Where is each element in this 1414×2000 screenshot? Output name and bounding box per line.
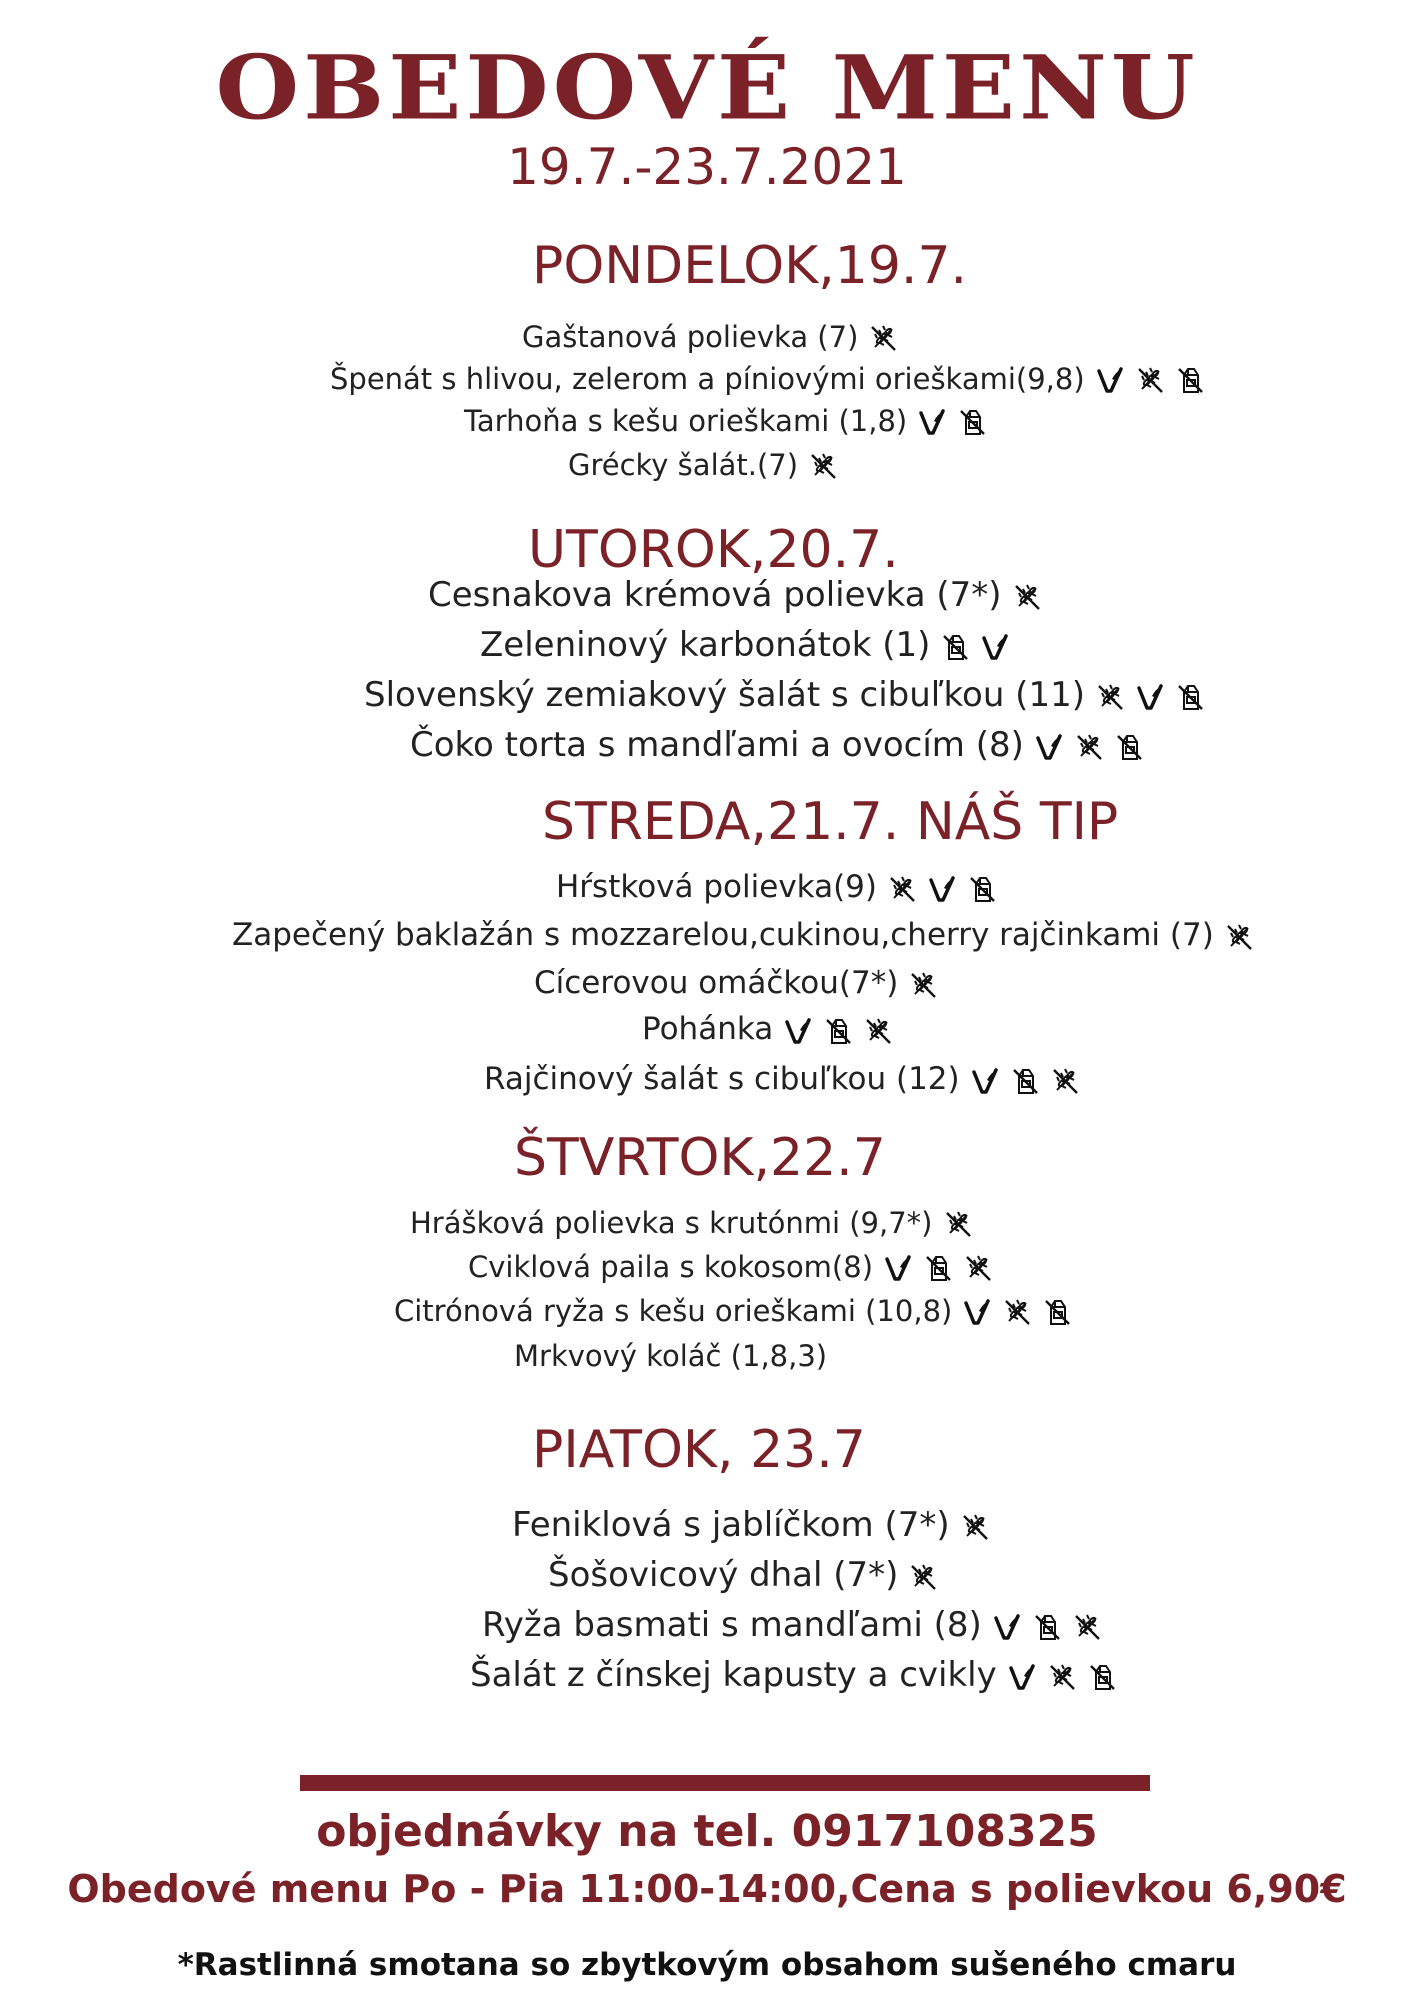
lactose-free-icon bbox=[940, 632, 970, 662]
date-range: 19.7.-23.7.2021 bbox=[507, 138, 907, 196]
menu-item-text: Cviklová paila s kokosom(8) bbox=[468, 1250, 874, 1284]
menu-item-text: Zapečený baklažán s mozzarelou,cukinou,cherry rajčinkami (7) bbox=[232, 917, 1214, 954]
menu-item bbox=[484, 1061, 1080, 1098]
vegan-icon bbox=[962, 1297, 992, 1327]
menu-item-text: Šalát z čínskej kapusty a cvikly bbox=[470, 1655, 997, 1695]
gluten-free-icon bbox=[1050, 1066, 1080, 1096]
lactose-free-icon bbox=[957, 407, 987, 437]
lactose-free-icon bbox=[1175, 365, 1205, 395]
menu-item-text: Tarhoňa s kešu orieškami (1,8) bbox=[464, 404, 908, 438]
menu-item bbox=[548, 1555, 938, 1595]
menu-item bbox=[534, 965, 938, 1002]
divider bbox=[300, 1775, 1150, 1791]
vegan-icon bbox=[1034, 732, 1064, 762]
menu-item-text: Slovenský zemiakový šalát s cibuľkou (11) bbox=[364, 675, 1085, 715]
gluten-free-icon bbox=[960, 1512, 990, 1542]
order-phone: objednávky na tel. 0917108325 bbox=[316, 1806, 1098, 1857]
day-heading-tuesday: UTOROK,20.7. bbox=[528, 520, 899, 580]
gluten-free-icon bbox=[863, 1016, 893, 1046]
menu-item-text: Zeleninový karbonátok (1) bbox=[480, 625, 931, 665]
gluten-free-icon bbox=[908, 1562, 938, 1592]
day-heading-wednesday: STREDA,21.7. NÁŠ TIP bbox=[542, 792, 1119, 852]
menu-item-text: Feniklová s jablíčkom (7*) bbox=[512, 1505, 950, 1545]
gluten-free-icon bbox=[1135, 365, 1165, 395]
menu-item-text: Grécky šalát.(7) bbox=[568, 448, 799, 482]
menu-item-text: Čoko torta s mandľami a ovocím (8) bbox=[410, 725, 1024, 765]
gluten-free-icon bbox=[887, 874, 917, 904]
menu-item bbox=[410, 1208, 973, 1239]
menu-title: OBEDOVÉ MENU bbox=[215, 35, 1199, 140]
lactose-free-icon bbox=[1042, 1297, 1072, 1327]
vegan-icon bbox=[980, 632, 1010, 662]
menu-item bbox=[568, 450, 838, 481]
menu-item bbox=[480, 625, 1010, 665]
lactose-free-icon bbox=[1010, 1066, 1040, 1096]
gluten-free-icon bbox=[1224, 922, 1254, 952]
menu-item bbox=[232, 917, 1254, 954]
day-heading-monday: PONDELOK,19.7. bbox=[532, 236, 968, 296]
day-heading-friday: PIATOK, 23.7 bbox=[532, 1420, 866, 1480]
day-heading-thursday: ŠTVRTOK,22.7 bbox=[514, 1128, 886, 1188]
menu-item bbox=[468, 1252, 993, 1283]
gluten-free-icon bbox=[1002, 1297, 1032, 1327]
menu-item bbox=[522, 322, 898, 353]
gluten-free-icon bbox=[943, 1209, 973, 1239]
menu-item bbox=[470, 1655, 1117, 1695]
menu-item bbox=[410, 725, 1144, 765]
lactose-free-icon bbox=[923, 1253, 953, 1283]
vegan-icon bbox=[783, 1016, 813, 1046]
gluten-free-icon bbox=[808, 451, 838, 481]
menu-item-text: Cesnakova krémová polievka (7*) bbox=[428, 575, 1002, 615]
vegan-icon bbox=[1007, 1662, 1037, 1692]
menu-item bbox=[464, 406, 987, 437]
menu-item-text: Šošovicový dhal (7*) bbox=[548, 1555, 899, 1595]
vegan-icon bbox=[1095, 365, 1125, 395]
menu-item bbox=[364, 675, 1205, 715]
footnote: *Rastlinná smotana so zbytkovým obsahom sušeného cmaru bbox=[177, 1947, 1237, 1983]
menu-item-text: Mrkvový koláč (1,8,3) bbox=[514, 1339, 828, 1373]
vegan-icon bbox=[883, 1253, 913, 1283]
vegan-icon bbox=[917, 407, 947, 437]
gluten-free-icon bbox=[908, 970, 938, 1000]
menu-item bbox=[330, 364, 1205, 395]
lactose-free-icon bbox=[823, 1016, 853, 1046]
lactose-free-icon bbox=[1032, 1612, 1062, 1642]
lactose-free-icon bbox=[967, 874, 997, 904]
opening-hours-price: Obedové menu Po - Pia 11:00-14:00,Cena s polievkou 6,90€ bbox=[67, 1867, 1347, 1911]
gluten-free-icon bbox=[1012, 582, 1042, 612]
vegan-icon bbox=[1135, 682, 1165, 712]
gluten-free-icon bbox=[1074, 732, 1104, 762]
menu-item bbox=[556, 869, 997, 906]
gluten-free-icon bbox=[868, 323, 898, 353]
vegan-icon bbox=[927, 874, 957, 904]
menu-item bbox=[482, 1605, 1102, 1645]
menu-item-text: Rajčinový šalát s cibuľkou (12) bbox=[484, 1061, 960, 1098]
menu-item bbox=[512, 1505, 990, 1545]
menu-item bbox=[394, 1296, 1072, 1327]
vegan-icon bbox=[992, 1612, 1022, 1642]
gluten-free-icon bbox=[963, 1253, 993, 1283]
menu-item-text: Hrášková polievka s krutónmi (9,7*) bbox=[410, 1206, 933, 1240]
lactose-free-icon bbox=[1114, 732, 1144, 762]
gluten-free-icon bbox=[1072, 1612, 1102, 1642]
menu-item-text: Ryža basmati s mandľami (8) bbox=[482, 1605, 982, 1645]
menu-item-text: Citrónová ryža s kešu orieškami (10,8) bbox=[394, 1294, 953, 1328]
menu-item-text: Gaštanová polievka (7) bbox=[522, 320, 859, 354]
menu-item-text: Hŕstková polievka(9) bbox=[556, 869, 877, 906]
menu-item-text: Cícerovou omáčkou(7*) bbox=[534, 965, 899, 1002]
menu-item bbox=[514, 1339, 828, 1373]
gluten-free-icon bbox=[1047, 1662, 1077, 1692]
menu-item bbox=[642, 1011, 893, 1048]
lactose-free-icon bbox=[1087, 1662, 1117, 1692]
menu-item bbox=[428, 575, 1042, 615]
vegan-icon bbox=[970, 1066, 1000, 1096]
gluten-free-icon bbox=[1095, 682, 1125, 712]
menu-item-text: Špenát s hlivou, zelerom a píniovými orieškami(9,8) bbox=[330, 362, 1085, 396]
lactose-free-icon bbox=[1175, 682, 1205, 712]
menu-item-text: Pohánka bbox=[642, 1011, 774, 1048]
